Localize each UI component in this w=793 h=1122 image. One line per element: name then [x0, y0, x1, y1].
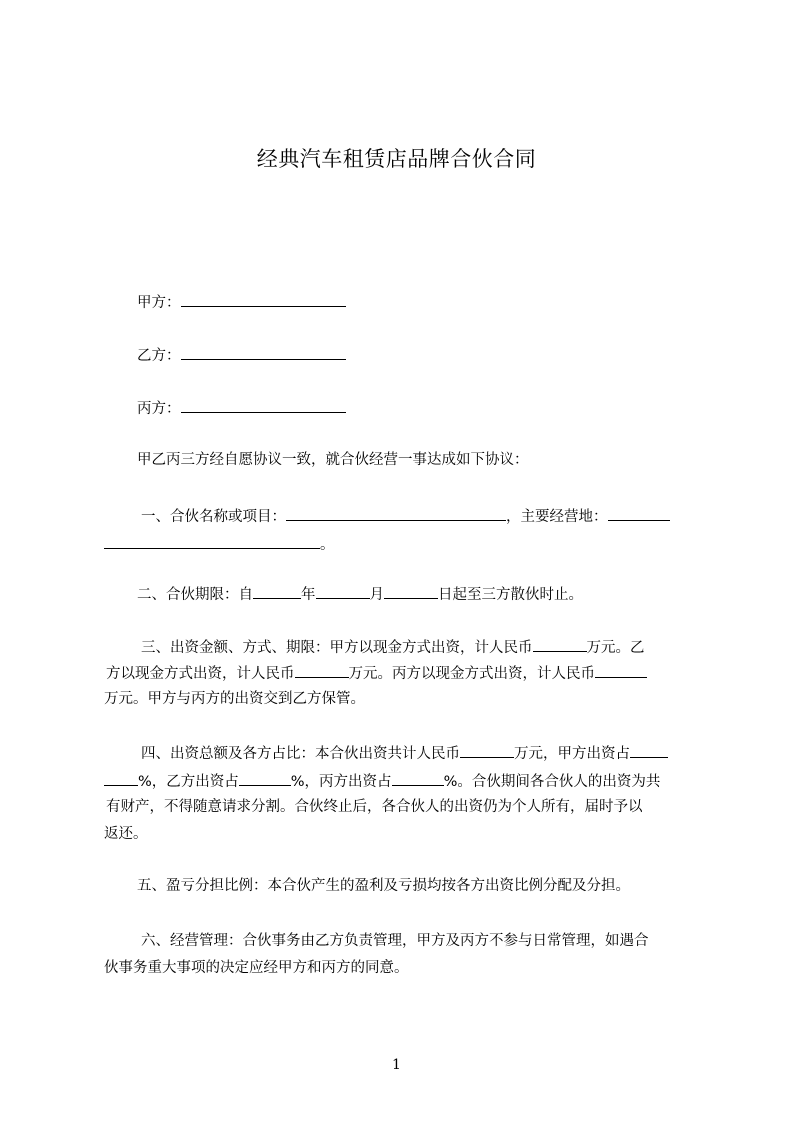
party-c-blank [181, 399, 346, 413]
party-c-line [137, 399, 346, 417]
intro-paragraph: 甲乙丙三方经自愿协议一致，就合伙经营一事达成如下协议： [137, 452, 529, 468]
clause-4-line-2 [104, 772, 660, 790]
clause-4-party-c-blank [392, 772, 444, 786]
clause-4-line-4: 返还。 [104, 826, 148, 842]
party-c-label: 丙方： [137, 401, 181, 417]
clause-3-text-1b: 万元。乙 [586, 640, 645, 656]
clause-4-text-2b: %，丙方出资占 [290, 774, 392, 790]
clause-2-text-a: 二、合伙期限：自 [137, 587, 253, 603]
party-a-blank [181, 293, 346, 307]
clause-3-text-2a: 方以现金方式出资，计人民币 [106, 666, 295, 682]
clause-1-text-b: ，主要经营地： [506, 509, 608, 525]
clause-1-place-blank-2 [104, 535, 320, 549]
clause-1-line-1 [141, 507, 670, 525]
clause-2-month-blank [316, 585, 370, 599]
clause-4-party-a-blank-2 [104, 772, 138, 786]
clause-2-year-blank [253, 585, 301, 599]
page-number: 1 [392, 1057, 401, 1073]
clause-3-line-1 [141, 638, 645, 656]
clause-4-text-2a: %，乙方出资占 [138, 774, 239, 790]
clause-2-line [137, 585, 583, 603]
party-b-label: 乙方： [137, 348, 181, 364]
clause-1-place-blank-1 [608, 507, 670, 521]
clause-4-text-1b: 万元，甲方出资占 [514, 746, 630, 762]
clause-3-blank-b [295, 664, 349, 678]
party-a-label: 甲方： [137, 295, 181, 311]
clause-2-day-blank [384, 585, 438, 599]
clause-2-text-b: 年 [301, 587, 316, 603]
clause-4-text-1a: 四、出资总额及各方占比：本合伙出资共计人民币 [141, 746, 460, 762]
clause-1-text-a: 一、合伙名称或项目： [141, 509, 286, 525]
clause-1-text-c: 。 [320, 537, 335, 553]
clause-4-party-b-blank [239, 772, 291, 786]
clause-3-line-3: 万元。甲方与丙方的出资交到乙方保管。 [104, 691, 365, 707]
clause-4-line-3: 有财产，不得随意请求分割。合伙终止后，各合伙人的出资仍为个人所有，届时予以 [106, 799, 643, 815]
clause-6-line-1: 六、经营管理：合伙事务由乙方负责管理，甲方及丙方不参与日常管理，如遇合 [141, 933, 649, 949]
clause-6-line-2: 伙事务重大事项的决定应经甲方和丙方的同意。 [104, 960, 409, 976]
clause-4-total-blank [460, 744, 514, 758]
clause-1-name-blank [286, 507, 506, 521]
clause-3-blank-c [595, 664, 647, 678]
clause-2-text-d: 日起至三方散伙时止。 [438, 587, 583, 603]
clause-4-party-a-blank-1 [630, 744, 668, 758]
clause-3-blank-a [533, 638, 587, 652]
clause-3-line-2 [106, 664, 647, 682]
clause-4-text-2c: %。合伙期间各合伙人的出资为共 [443, 774, 661, 790]
document-title: 经典汽车租赁店品牌合伙合同 [256, 147, 537, 171]
clause-5-line: 五、盈亏分担比例：本合伙产生的盈利及亏损均按各方出资比例分配及分担。 [137, 878, 630, 894]
clause-1-line-2 [104, 535, 335, 553]
clause-2-text-c: 月 [369, 587, 384, 603]
party-b-line [137, 346, 346, 364]
clause-3-text-2b: 万元。丙方以现金方式出资，计人民币 [348, 666, 595, 682]
party-a-line [137, 293, 346, 311]
clause-3-text-1a: 三、出资金额、方式、期限：甲方以现金方式出资，计人民币 [141, 640, 533, 656]
party-b-blank [181, 346, 346, 360]
clause-4-line-1 [141, 744, 668, 762]
